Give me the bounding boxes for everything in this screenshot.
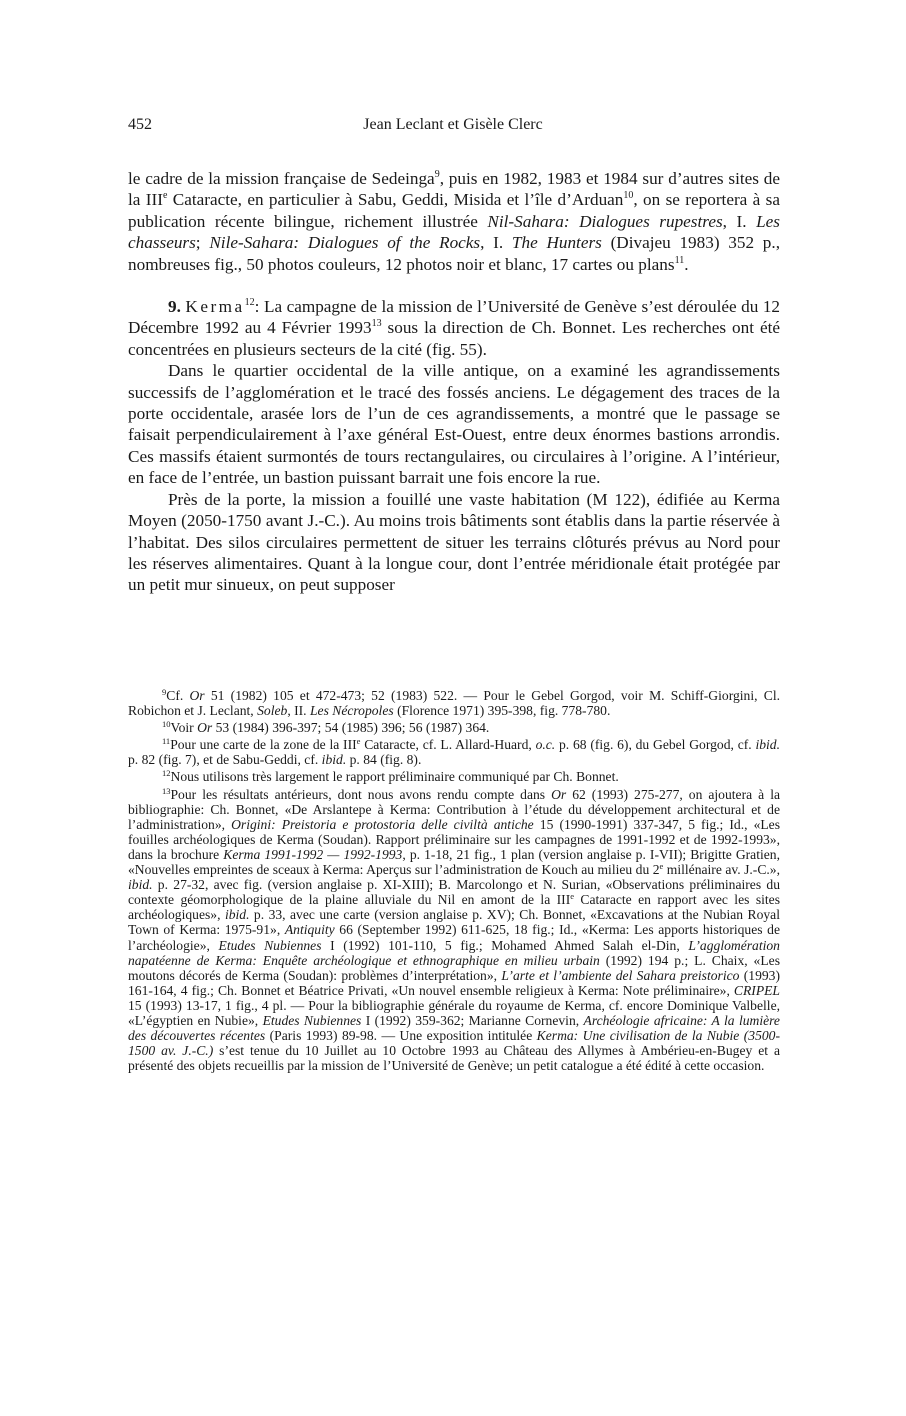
text: 15 (1993) 13-17, 1 fig., 4 pl. — Pour la bibliographie générale du royaume de Kerma, cf. encore Dominique Valbelle, «L’égyptien en Nubie», [128, 997, 780, 1028]
italic-title: L’arte et l’ambiente del Sahara preistorico [501, 967, 740, 983]
text: Cf. [166, 688, 190, 703]
text: , I. [480, 233, 512, 253]
text: p. 27-32, avec fig. (version anglaise p. XI-XIII); B. Marcolongo et N. Surian, «Observations préliminaires du contexte géomorphologique de la plaine alluviale du Nil en amont de la III [128, 877, 780, 908]
italic-title: Nil-Sahara: Dialogues rupestres [487, 211, 723, 231]
text: 15 (1990-1991) 337-347, 5 fig.; Id., «Les fouilles archéologiques de Kerma (Soudan). Rapport préliminaire sur les campagnes de 1991-1992 et de 1992-1993», dans la brochure [128, 816, 780, 862]
text: s’est tenue du 10 Juillet au 10 Octobre 1993 au Château des Allymes à Ambérieu-en-Bugey et a présenté des objets recueillis par la mission de l’Université de Genève; un petit catalogue a été édité à cette occasion. [128, 1043, 780, 1074]
italic-title: Kerma: Une civilisation de la Nubie (3500-1500 av. J.-C.) [128, 1028, 780, 1059]
footnote-ref: 9 [434, 169, 440, 180]
text: Pour les résultats antérieurs, dont nous avons rendu compte dans [170, 786, 552, 802]
footnote-number: 12 [162, 768, 171, 779]
footnotes [128, 688, 780, 1073]
text: , p. 1-18, 21 fig., 1 plan (version anglaise p. I-VII); Brigitte Gratien, «Nouvelles empreintes de sceaux à Kerma: Aperçus sur l’administration de Kouch au milieu du 2 [128, 846, 780, 878]
text: millénaire av. J.-C.», [663, 862, 780, 878]
text: Cataracte, cf. L. Allard-Huard, [360, 737, 536, 753]
footnote-11 [128, 737, 780, 767]
superscript: e [659, 861, 664, 872]
italic-title: Or [189, 688, 205, 703]
running-header [128, 116, 778, 138]
main-text [128, 168, 780, 596]
italic-title: o.c. [535, 737, 556, 753]
italic-title: ibid. [128, 877, 153, 893]
text: Pour une carte de la zone de la III [170, 737, 357, 753]
italic-title: Nile-Sahara: Dialogues of the Rocks [209, 233, 481, 253]
text: Nous utilisons très largement le rapport préliminaire communiqué par Ch. Bonnet. [170, 769, 619, 785]
paragraph: Dans le quartier occidental de la ville antique, on a examiné les agrandissements successifs de l’agglomération et le tracé des fossés anciens. Le dégagement des traces de la porte occidentale, arasée lors de l’un de ces agrandissements, a montré que le passage se faisait perpendiculairement à l’axe général Est-Ouest, entre deux énormes bastions arrondis. Ces massifs étaient surmontés de tours rectangulaires, ou circulaires à l’origine. A l’intérieur, en face de l’entrée, un bastion puissant barrait une fois encore la rue. [128, 361, 780, 488]
italic-title: ibid. [224, 907, 250, 923]
text: (Divajeu 1983) 352 p., nombreuses fig., 50 photos couleurs, 12 photos noir et blanc, 17 cartes ou plans [128, 233, 780, 274]
text: : La campagne de la mission de l’Université de Genève s’est déroulée du 12 Décembre 1992 au 4 Février 1993 [128, 297, 781, 338]
italic-title: Antiquity [284, 922, 335, 938]
italic-title: Or [551, 786, 567, 802]
footnote-number: 11 [162, 736, 171, 747]
text: ; [195, 233, 210, 253]
italic-title: Archéologie africaine: A la lumière des découvertes récentes [128, 1012, 780, 1044]
text: I (1992) 359-362; Marianne Cornevin, [361, 1012, 584, 1028]
section-kerma [128, 296, 780, 360]
text: sous la direction de Ch. Bonnet. Les recherches ont été concentrées en plusieurs secteurs de la cité (fig. 55). [128, 318, 781, 359]
section-keyword: Kerma [185, 297, 245, 317]
text: 66 (September 1992) 611-625, 18 fig.; Id., «Kerma: Les apports historiques de l’archéologie», [128, 922, 780, 953]
footnote-ref: 13 [371, 318, 382, 330]
footnote-number: 9 [162, 687, 167, 697]
text: p. 84 (fig. 8). [346, 752, 422, 768]
italic-title: Soleb [257, 703, 288, 719]
text: , II. [287, 703, 310, 719]
text: 53 (1984) 396-397; 54 (1985) 396; 56 (1987) 364. [212, 720, 490, 736]
text: , on se reportera à sa publication récente bilingue, richement illustrée [128, 190, 780, 231]
footnote-number: 10 [162, 719, 171, 730]
superscript: e [162, 190, 168, 202]
footnote-ref: 11 [674, 254, 685, 266]
italic-title: Origini: Preistoria e protostoria delle civiltà antiche [231, 816, 534, 832]
page-number: 452 [128, 116, 152, 133]
text: Cataracte en rapport avec les sites archéologiques», [128, 892, 780, 923]
text: 51 (1982) 105 et 472-473; 52 (1983) 522. — Pour le Gebel Gorgod, voir M. Schiff-Giorgini, Cl. Robichon et J. Leclant, [128, 688, 780, 719]
footnote-9 [128, 688, 780, 718]
footnote-12 [128, 769, 780, 784]
text: (Paris 1993) 89-98. — Une exposition intitulée [265, 1028, 537, 1044]
text: , puis en 1982, 1983 et 1984 sur d’autres sites de la III [128, 169, 780, 210]
text: (1993) 161-164, 4 fig.; Ch. Bonnet et Béatrice Privati, «Un nouvel ensemble religieux à Kerma: Note préliminaire», [128, 967, 780, 998]
italic-title: Les Nécropoles [309, 703, 394, 719]
text: , I. [722, 211, 757, 231]
footnote-13 [128, 787, 780, 1074]
text: (1992) 194 p.; L. Chaix, «Les moutons décorés de Kerma (Soudan): problèmes d’interprétation», [128, 952, 780, 983]
text: le cadre de la mission française de Sedeinga [128, 169, 435, 188]
running-title: Jean Leclant et Gisèle Clerc [363, 116, 543, 133]
italic-title: CRIPEL [733, 982, 780, 998]
text: p. 82 (fig. 7), et de Sabu-Geddi, cf. [128, 752, 322, 768]
italic-title: Etudes Nubiennes [218, 937, 322, 953]
paragraph-continuation [128, 168, 780, 275]
footnote-number: 13 [162, 785, 171, 796]
text: Voir [170, 720, 198, 736]
paragraph: Près de la porte, la mission a fouillé une vaste habitation (M 122), édifiée au Kerma Moyen (2050-1750 avant J.-C.). Au moins trois bâtiments sont établis dans la partie réservée à l’habitat. Des silos circulaires permettent de situer les terrains clôturés prévus au Nord pour les réserves alimentaires. Quant à la longue cour, dont l’entrée méridionale était protégée par un petit mur sinueux, on peut supposer [128, 489, 780, 595]
italic-title: ibid. [321, 752, 347, 768]
italic-title: ibid. [755, 737, 780, 753]
italic-title: Les chasseurs [128, 211, 780, 253]
text: p. 33, avec une carte (version anglaise p. XV); Ch. Bonnet, «Excavations at the Nubian Royal Town of Kerma: 1975-91», [128, 907, 780, 938]
italic-title: The Hunters [511, 233, 602, 253]
text: I (1992) 101-110, 5 fig.; Mohamed Ahmed Salah el-Din, [321, 937, 689, 953]
superscript: e [356, 736, 361, 747]
text: 62 (1993) 275-277, on ajoutera à la bibliographie: Ch. Bonnet, «De Arslantepe à Kerma: Contribution à l’étude du développement architectural et de l’administration», [128, 786, 781, 832]
text: . [684, 254, 689, 274]
italic-title: Or [197, 720, 213, 736]
text: (Florence 1971) 395-398, fig. 778-780. [393, 703, 611, 719]
italic-title: L’agglomération napatéenne de Kerma: Enquête archéologique et ethnographique en milieu urbain [128, 937, 780, 968]
footnote-ref: 12 [244, 297, 255, 309]
text: p. 68 (fig. 6), du Gebel Gorgod, cf. [555, 737, 756, 753]
italic-title: Etudes Nubiennes [262, 1012, 362, 1028]
footnote-ref: 10 [623, 190, 634, 202]
section-number: 9. [168, 297, 181, 317]
text: Cataracte, en particulier à Sabu, Geddi, Misida et l’île d’Arduan [167, 190, 624, 210]
footnote-10 [128, 720, 780, 735]
superscript: e [570, 891, 574, 902]
italic-title: Kerma 1991-1992 — 1992-1993 [223, 846, 403, 862]
